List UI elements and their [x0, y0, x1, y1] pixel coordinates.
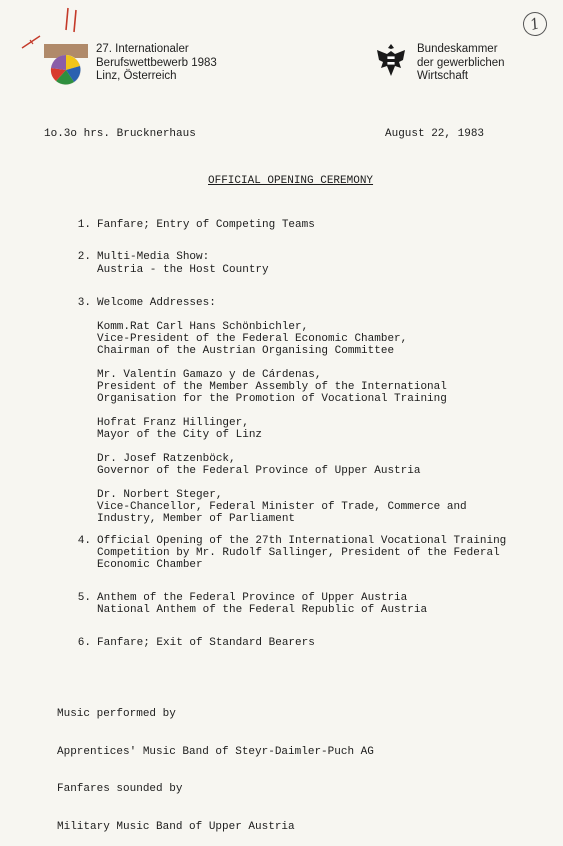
- berufswettbewerb-logo: [44, 44, 88, 86]
- speaker-line: Dr. Norbert Steger,: [97, 489, 223, 501]
- chamber-header-line: Bundeskammer: [417, 43, 498, 55]
- chamber-header: [417, 43, 505, 84]
- page-number: 1: [528, 14, 542, 34]
- speaker-line: Governor of the Federal Province of Upper Austria: [97, 465, 421, 477]
- item-line: Competition by Mr. Rudolf Sallinger, President of the Federal: [97, 547, 500, 559]
- chamber-header-line: Wirtschaft: [417, 70, 469, 82]
- date: August 22, 1983: [385, 128, 485, 140]
- item-line: Fanfare; Exit of Standard Bearers: [97, 637, 315, 649]
- speaker-line: Chairman of the Austrian Organising Committee: [97, 345, 395, 357]
- time-place: 1o.3o hrs. Brucknerhaus: [44, 128, 196, 140]
- item-number: 4.: [77, 535, 91, 547]
- music-credits: [57, 683, 374, 846]
- speaker-line: Vice-President of the Federal Economic Chamber,: [97, 333, 408, 345]
- speaker-line: Dr. Josef Ratzenböck,: [97, 453, 236, 465]
- speaker-line: Komm.Rat Carl Hans Schönbichler,: [97, 321, 309, 333]
- item-line: National Anthem of the Federal Republic of Austria: [97, 604, 428, 616]
- chamber-header-line: der gewerblichen: [417, 56, 505, 69]
- item-number: 6.: [77, 637, 91, 649]
- event-header: [96, 43, 217, 84]
- item-line: Multi-Media Show:: [97, 251, 210, 263]
- item-line: Fanfare; Entry of Competing Teams: [97, 219, 315, 231]
- item-number: 1.: [77, 219, 91, 231]
- item-line: Official Opening of the 27th International Vocational Training: [97, 535, 507, 547]
- speaker-line: Hofrat Franz Hillinger,: [97, 417, 249, 429]
- speaker-line: President of the Member Assembly of the International: [97, 381, 447, 393]
- austrian-eagle-emblem: [373, 40, 409, 80]
- speaker-line: Mayor of the City of Linz: [97, 429, 263, 441]
- credit-line: Music performed by: [57, 708, 176, 720]
- item-line: Austria - the Host Country: [97, 264, 269, 276]
- item-line: Welcome Addresses:: [97, 297, 216, 309]
- item-line: Economic Chamber: [97, 559, 203, 571]
- item-number: 5.: [77, 592, 91, 604]
- page-title: OFFICIAL OPENING CEREMONY: [208, 175, 374, 187]
- speaker-line: Organisation for the Promotion of Vocational Training: [97, 393, 447, 405]
- speaker-line: Mr. Valentín Gamazo y de Cárdenas,: [97, 369, 322, 381]
- event-header-line: 27. Internationaler: [96, 43, 189, 55]
- item-line: Anthem of the Federal Province of Upper Austria: [97, 592, 408, 604]
- credit-line: Fanfares sounded by: [57, 783, 183, 795]
- event-header-line: Berufswettbewerb 1983: [96, 56, 217, 69]
- credit-line: Military Music Band of Upper Austria: [57, 820, 295, 833]
- speaker-line: Vice-Chancellor, Federal Minister of Trade, Commerce and: [97, 501, 467, 513]
- credit-line: Apprentices' Music Band of Steyr-Daimler-Puch AG: [57, 745, 374, 758]
- event-header-line: Linz, Österreich: [96, 70, 177, 82]
- item-number: 2.: [77, 251, 91, 263]
- speaker-line: Industry, Member of Parliament: [97, 513, 296, 525]
- item-number: 3.: [77, 297, 91, 309]
